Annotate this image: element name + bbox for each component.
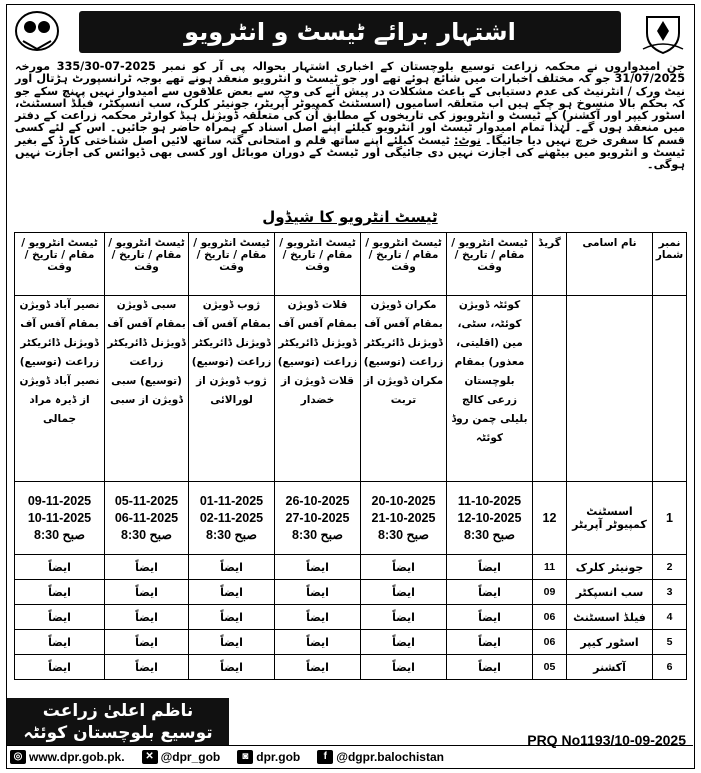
page-title: اشتہار برائے ٹیسٹ و انٹرویو [79, 11, 621, 53]
grade: 06 [533, 605, 567, 630]
venue-cell: سبی ڈویژن بمقام آفس آف ڈویژنل ڈائریکٹر زراعت (توسیع) سبی ڈویژن از سبی [105, 296, 189, 482]
column-header: نام اسامی [567, 233, 653, 296]
post-name: اسسٹنٹ کمپیوٹر آپریٹر [567, 482, 653, 555]
same-cell: ایضاً [189, 630, 275, 655]
same-cell: ایضاً [447, 630, 533, 655]
footer-website[interactable]: ◎ www.dpr.gob.pk. [7, 750, 125, 764]
column-header: ٹیسٹ انٹرویو / مقام / تاریخ / وقت [361, 233, 447, 296]
footer [7, 745, 693, 768]
column-header: ٹیسٹ انٹرویو / مقام / تاریخ / وقت [447, 233, 533, 296]
note-text: ٹیسٹ کیلئے اپنے ساتھ قلم و امتحانی گتہ ساتھ لائیں اصل شناختی کارڈ کے بغیر ٹیسٹ و انٹرویو میں بیٹھنے کی اجازت نہیں دی جائیگی اور ٹیسٹ کے دوران موبائل اور کسی بھی ڈیوائس کی اجازت نہیں ہوگی۔ [15, 133, 685, 172]
same-cell: ایضاً [275, 630, 361, 655]
footer-instagram[interactable]: ◙ dpr.gob [234, 750, 300, 764]
prq-number: PRQ No1193/10-09-2025 [527, 732, 686, 748]
row-number: 5 [653, 630, 687, 655]
venue-cell: ژوب ڈویژن بمقام آفس آف ڈویژنل ڈائریکٹر زراعت (توسیع) ژوب ڈویژن از لورالائی [189, 296, 275, 482]
row-number: 6 [653, 655, 687, 680]
grade: 12 [533, 482, 567, 555]
same-cell: ایضاً [105, 555, 189, 580]
post-name: فیلڈ اسسٹنٹ [567, 605, 653, 630]
table-row [15, 630, 687, 655]
venue-row [15, 296, 687, 482]
same-cell: ایضاً [447, 580, 533, 605]
same-cell: ایضاً [275, 605, 361, 630]
row-number: 4 [653, 605, 687, 630]
row-number: 1 [653, 482, 687, 555]
column-header: ٹیسٹ انٹرویو / مقام / تاریخ / وقت [15, 233, 105, 296]
same-cell: ایضاً [447, 555, 533, 580]
venue-cell: قلات ڈویژن بمقام آفس آف ڈویژنل ڈائریکٹر زراعت (توسیع) قلات ڈویژن از خضدار [275, 296, 361, 482]
same-cell: ایضاً [275, 655, 361, 680]
advertisement-page [6, 4, 695, 769]
date-cell: 05-11-2025 06-11-2025 صبح 8:30 [105, 482, 189, 555]
same-cell: ایضاً [275, 580, 361, 605]
same-cell: ایضاً [361, 555, 447, 580]
signature-line-1: ناظم اعلیٰ زراعت [42, 701, 194, 721]
post-name: اسٹور کیپر [567, 630, 653, 655]
schedule-title: ٹیسٹ انٹرویو کا شیڈول [262, 208, 438, 226]
venue-cell: مکران ڈویژن بمقام آفس آف ڈویژنل ڈائریکٹر زراعت (توسیع) مکران ڈویژن از تربت [361, 296, 447, 482]
grade: 09 [533, 580, 567, 605]
grade: 06 [533, 630, 567, 655]
table-row [15, 482, 687, 555]
table-header-row [15, 233, 687, 296]
table-row [15, 555, 687, 580]
same-cell: ایضاً [447, 655, 533, 680]
same-cell: ایضاً [275, 555, 361, 580]
table-row [15, 605, 687, 630]
instagram-icon: ◙ [237, 750, 253, 764]
dpr-logo-icon [13, 9, 61, 55]
same-cell: ایضاً [105, 580, 189, 605]
column-header: نمبر شمار [653, 233, 687, 296]
column-header: ٹیسٹ انٹرویو / مقام / تاریخ / وقت [105, 233, 189, 296]
column-header: ٹیسٹ انٹرویو / مقام / تاریخ / وقت [275, 233, 361, 296]
balochistan-emblem-icon [639, 9, 687, 55]
column-header: گریڈ [533, 233, 567, 296]
same-cell: ایضاً [105, 630, 189, 655]
intro-text: جن امیدواروں نے محکمہ زراعت توسیع بلوچستان کے اخباری اشتہار بحوالہ پی آر کو نمبر 2025-07-335/30 مورخہ 31/07/2025 جو کہ مختلف اخبارات میں شائع ہوئے تھے اور جو ٹیسٹ و انٹرویو منعقد ہونے تھے بوجہ ٹرانسپورٹ ہڑتال اور نیٹ ورک / انٹرنیٹ کی عدم دستیابی کے باعث مشکلات در پیش آنے کی وجہ سے بعض علاقوں سے امیدوار نہیں پہنچ سکے جو کہ بحکم بالا منسوخ ہو چکے ہیں اب متعلقہ اسامیوں (اسسٹنٹ کمپیوٹر آپریٹر، جونیئر کلرک، سب انسپکٹر، فیلڈ اسسٹنٹ، اسٹور کیپر اور آکشنر) کے ٹیسٹ و انٹرویوز کی تاریخوں کے مطابق اُن کی متعلقہ ڈویژنل ہیڈ کوارٹر محکمہ زراعت کے دفتر میں منعقد ہوں گے۔ لہٰذا تمام امیدوار ٹیسٹ اور انٹرویو کیلئے اپنے اصل اسناد کے ہمراہ حاضر ہو جائیں۔ اس کے لئے کسی قسم کا سفری خرچ نہیں دیا جائیگا۔ [15, 60, 685, 147]
post-name: جونیئر کلرک [567, 555, 653, 580]
signature-line-2: توسیع بلوچستان کوئٹہ [23, 723, 213, 743]
grade: 11 [533, 555, 567, 580]
footer-facebook[interactable]: f @dgpr.balochistan [314, 750, 444, 764]
grade: 05 [533, 655, 567, 680]
same-cell: ایضاً [189, 580, 275, 605]
same-cell: ایضاً [189, 605, 275, 630]
schedule-table [14, 232, 687, 680]
same-cell: ایضاً [361, 655, 447, 680]
date-cell: 20-10-2025 21-10-2025 صبح 8:30 [361, 482, 447, 555]
venue-cell: نصیر آباد ڈویژن بمقام آفس آف ڈویژنل ڈائریکٹر زراعت (توسیع) نصیر آباد ڈویژن از ڈیرہ مراد جمالی [15, 296, 105, 482]
same-cell: ایضاً [361, 630, 447, 655]
same-cell: ایضاً [361, 605, 447, 630]
venue-cell: کوئٹہ ڈویژن کوئٹہ، سٹی، مین (اقلیتی، معذور) بمقام بلوچستان زرعی کالج بلیلی چمن روڈ کوئٹہ [447, 296, 533, 482]
date-cell: 09-11-2025 10-11-2025 صبح 8:30 [15, 482, 105, 555]
note-label: نوٹ: [453, 133, 481, 147]
same-cell: ایضاً [15, 655, 105, 680]
same-cell: ایضاً [447, 605, 533, 630]
intro-paragraph [15, 61, 685, 207]
same-cell: ایضاً [15, 555, 105, 580]
same-cell: ایضاً [361, 580, 447, 605]
date-cell: 01-11-2025 02-11-2025 صبح 8:30 [189, 482, 275, 555]
same-cell: ایضاً [105, 605, 189, 630]
same-cell: ایضاً [15, 630, 105, 655]
table-row [15, 580, 687, 605]
post-name: آکشنر [567, 655, 653, 680]
footer-twitter[interactable]: ✕ @dpr_gob [139, 750, 221, 764]
globe-icon: ◎ [10, 750, 26, 764]
row-number: 3 [653, 580, 687, 605]
date-cell: 11-10-2025 12-10-2025 صبح 8:30 [447, 482, 533, 555]
header [7, 5, 693, 57]
post-name: سب انسپکٹر [567, 580, 653, 605]
same-cell: ایضاً [189, 655, 275, 680]
column-header: ٹیسٹ انٹرویو / مقام / تاریخ / وقت [189, 233, 275, 296]
date-cell: 26-10-2025 27-10-2025 صبح 8:30 [275, 482, 361, 555]
same-cell: ایضاً [15, 605, 105, 630]
row-number: 2 [653, 555, 687, 580]
twitter-icon: ✕ [142, 750, 158, 764]
facebook-icon: f [317, 750, 333, 764]
same-cell: ایضاً [189, 555, 275, 580]
same-cell: ایضاً [15, 580, 105, 605]
signature-block [7, 698, 229, 746]
table-row [15, 655, 687, 680]
same-cell: ایضاً [105, 655, 189, 680]
